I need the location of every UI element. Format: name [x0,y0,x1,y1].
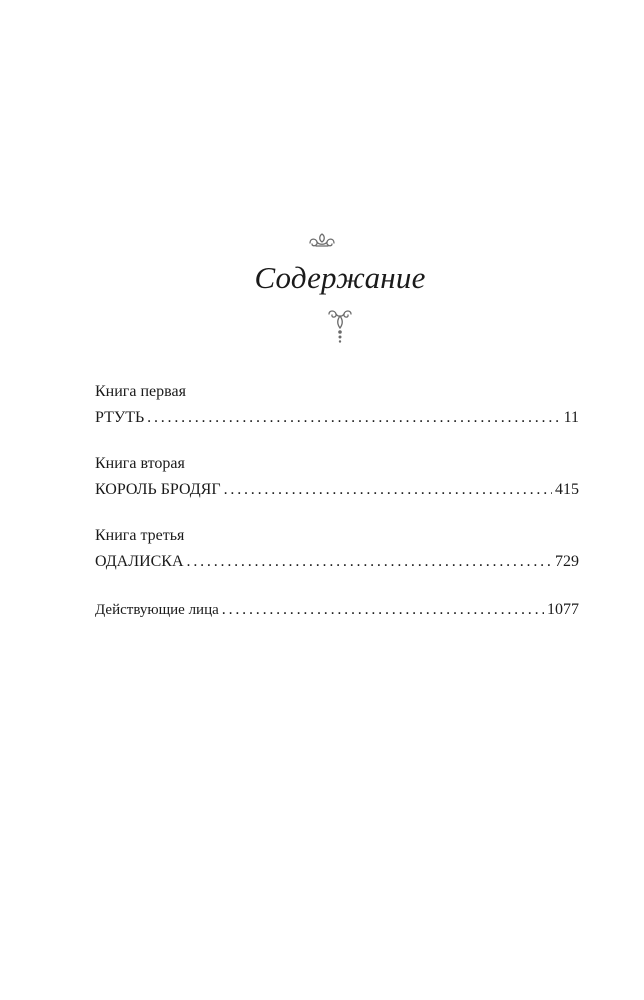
page-title: Содержание [254,260,426,295]
floral-ornament-icon [307,228,337,250]
toc-entry-characters [95,600,579,620]
entry-page-number: 11 [563,409,579,426]
dot-leader [147,408,560,428]
toc-book-3 [95,526,579,572]
entry-page-number: 1077 [547,601,579,618]
dot-leader [187,552,552,572]
entry-title: ОДАЛИСКА [95,553,184,570]
book-heading: Книга первая [95,383,186,400]
toc-entry [95,408,579,428]
dot-leader [224,480,552,500]
toc-book-2 [95,454,579,500]
entry-page-number: 729 [555,553,579,570]
fleuron-drop-icon [325,308,355,346]
entry-page-number: 415 [555,481,579,498]
entry-title: КОРОЛЬ БРОДЯГ [95,481,221,498]
book-heading: Книга вторая [95,455,185,472]
toc-book-1 [95,382,579,428]
entry-title: РТУТЬ [95,409,145,426]
dot-leader [222,600,544,620]
toc-entry [95,552,579,572]
entry-title: Действующие лица [95,602,219,618]
toc-entry [95,480,579,500]
table-of-contents [95,382,579,620]
book-heading: Книга третья [95,527,185,544]
